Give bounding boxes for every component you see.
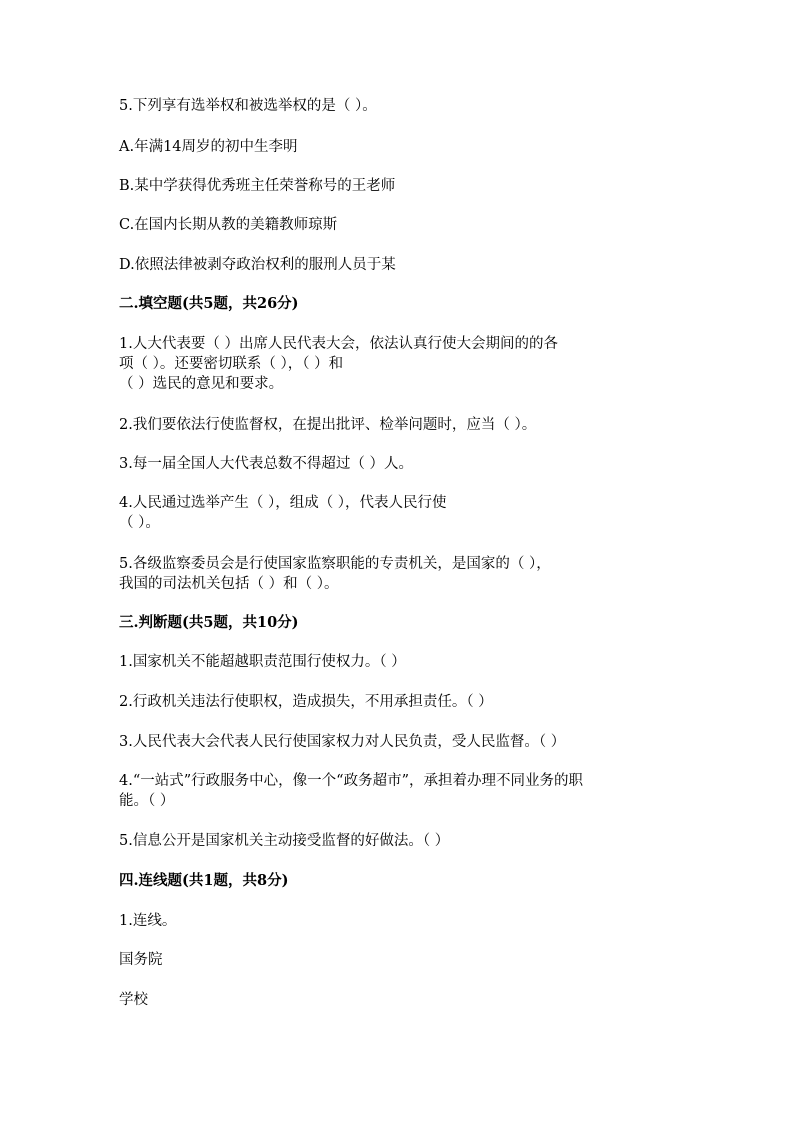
match-question: 1.连线。 [119, 913, 177, 929]
mc-option-a: A.年满14周岁的初中生李明 [119, 139, 298, 155]
fill-q5-line1: 5.各级监察委员会是行使国家监察职能的专责机关，是国家的（ ）， [119, 556, 551, 572]
mc-option-d: D.依照法律被剥夺政治权利的服刑人员于某 [119, 257, 396, 273]
match-section-heading: 四.连线题(共1题，共8分) [119, 872, 289, 889]
fill-q1-line1: 1.人大代表要（ ）出席人民代表大会，依法认真行使大会期间的的各 [119, 336, 558, 352]
mc-question-5-stem: 5.下列享有选举权和被选举权的是（ ）。 [119, 98, 377, 114]
fill-section-heading: 二.填空题(共5题，共26分) [119, 295, 299, 312]
fill-q1-line3: （ ）选民的意见和要求。 [119, 376, 284, 392]
mc-option-b: B.某中学获得优秀班主任荣誉称号的王老师 [119, 178, 396, 194]
judge-q4-line2: 能。（ ） [119, 793, 175, 809]
fill-q1-line2: 项（ ）。还要密切联系（ ），（ ）和 [119, 356, 344, 372]
match-item-1: 国务院 [119, 952, 163, 968]
fill-q2-line1: 2.我们要依法行使监督权，在提出批评、检举问题时，应当（ ）。 [119, 417, 537, 433]
judge-q4-line1: 4.“一站式”行政服务中心，像一个“政务超市”，承担着办理不同业务的职 [119, 773, 583, 789]
judge-q2: 2.行政机关违法行使职权，造成损失，不用承担责任。（ ） [119, 694, 493, 710]
fill-q5-line2: 我国的司法机关包括（ ）和（ ）。 [119, 576, 339, 592]
fill-q4-line1: 4.人民通过选举产生（ ），组成（ ），代表人民行使 [119, 495, 447, 511]
fill-q4-line2: （ ）。 [119, 515, 160, 531]
judge-q3: 3.人民代表大会代表人民行使国家权力对人民负责，受人民监督。（ ） [119, 734, 566, 750]
mc-option-c: C.在国内长期从教的美籍教师琼斯 [119, 217, 338, 233]
fill-q3-line1: 3.每一届全国人大代表总数不得超过（ ）人。 [119, 456, 413, 472]
match-item-2: 学校 [119, 992, 148, 1008]
judge-q1: 1.国家机关不能超越职责范围行使权力。（ ） [119, 654, 406, 670]
judge-section-heading: 三.判断题(共5题，共10分) [119, 614, 299, 631]
judge-q5: 5.信息公开是国家机关主动接受监督的好做法。（ ） [119, 833, 450, 849]
